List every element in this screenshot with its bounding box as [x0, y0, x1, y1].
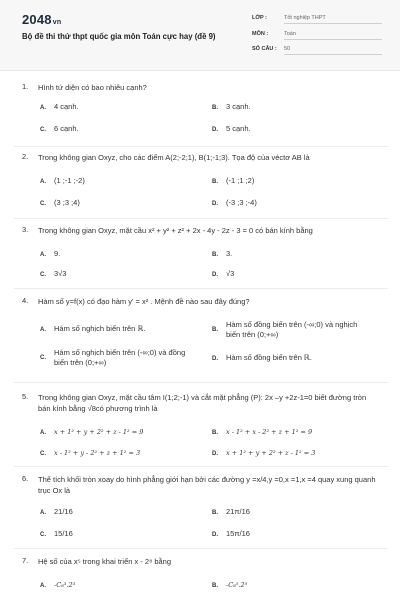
- meta-count-value: 50: [284, 46, 291, 52]
- question-text: Thể tích khối tròn xoay do hình phẳng giới hạn bởi các đường y =x/4,y =0,x =1,x =4 quay xung quanh trục Ox là: [38, 475, 376, 495]
- meta-class-value: Tốt nghiệp THPT: [284, 15, 326, 21]
- option-text: 21π/16: [226, 507, 250, 516]
- question-text: Hình tứ diện có bao nhiêu cạnh?: [38, 83, 147, 92]
- brand-name: 2048: [22, 12, 52, 27]
- option-text: -C₈³.2³: [54, 581, 76, 589]
- option-label: A.: [40, 252, 46, 258]
- question-number: 7.: [22, 556, 29, 565]
- option-label: C.: [40, 201, 46, 207]
- option-text: Hàm số đồng biến trên (-∞;0) và nghịch biến trên (0;+∞): [226, 320, 358, 339]
- question-divider: [14, 382, 388, 383]
- meta-count-key: SỐ CÂU :: [252, 46, 277, 52]
- question-divider: [14, 548, 388, 549]
- option-label: B.: [212, 252, 218, 258]
- option-text: 3.: [226, 249, 233, 258]
- option-label: B.: [212, 105, 218, 111]
- question-number: 2.: [22, 152, 29, 161]
- option-text: 21/16: [54, 507, 73, 516]
- question-number: 1.: [22, 82, 29, 91]
- question-divider: [14, 146, 388, 147]
- option-text: √3: [226, 269, 235, 278]
- meta-subject-value: Toán: [284, 31, 296, 37]
- option-text: 15/16: [54, 529, 73, 538]
- question-number: 6.: [22, 474, 29, 483]
- question-text: Trong không gian Oxyz, cho các điểm A(2;-2;1), B(1;-1;3). Tọa độ của véctơ AB là: [38, 153, 310, 162]
- option-label: D.: [212, 356, 218, 362]
- meta-line: [284, 39, 382, 40]
- option-label: C.: [40, 532, 46, 538]
- option-text: 5 cạnh.: [226, 124, 251, 133]
- option-label: B.: [212, 327, 218, 333]
- option-text: Hàm số nghịch biến trên ℝ.: [54, 324, 146, 333]
- header-divider: [0, 70, 400, 71]
- option-text: 4 cạnh.: [54, 102, 79, 111]
- option-label: B.: [212, 510, 218, 516]
- option-label: A.: [40, 430, 46, 436]
- option-text: (-3 ;3 ;-4): [226, 198, 257, 207]
- option-label: A.: [40, 583, 46, 589]
- question-text: Trong không gian Oxyz, mặt cầu x² + y² + z² + 2x - 4y - 2z - 3 = 0 có bán kính bằng: [38, 226, 313, 235]
- question-divider: [14, 466, 388, 467]
- meta-line: [284, 23, 382, 24]
- question-number: 5.: [22, 392, 29, 401]
- option-text: -C₈⁵.2⁵: [226, 581, 248, 589]
- option-label: D.: [212, 127, 218, 133]
- option-text: Hàm số nghịch biến trên (-∞;0) và đồng biến trên (0;+∞): [54, 348, 186, 367]
- option-text: (-1 ;1 ;2): [226, 176, 255, 185]
- option-text: 3 cạnh.: [226, 102, 251, 111]
- option-text: 9.: [54, 249, 61, 258]
- option-text: 3√3: [54, 269, 67, 278]
- option-label: C.: [40, 451, 46, 457]
- option-label: C.: [40, 272, 46, 278]
- option-label: D.: [212, 201, 218, 207]
- brand-logo[interactable]: [22, 12, 61, 27]
- option-label: C.: [40, 127, 46, 133]
- meta-line: [284, 54, 382, 55]
- brand-suffix: vn: [52, 19, 62, 26]
- question-divider: [14, 218, 388, 219]
- option-label: C.: [40, 355, 46, 361]
- option-text: (3 ;3 ;4): [54, 198, 80, 207]
- question-number: 4.: [22, 296, 29, 305]
- question-number: 3.: [22, 225, 29, 234]
- option-label: A.: [40, 510, 46, 516]
- question-text: Trong không gian Oxyz, mặt cầu tâm I(1;2;-1) và cắt mặt phẳng (P): 2x –y +2z-1=0 biết đường tròn bán kính bằng √8có phương trình là: [38, 393, 367, 413]
- question-divider: [14, 288, 388, 289]
- question-text: Hàm số y=f(x) có đạo hàm y' = x² . Mệnh đề nào sau đây đúng?: [38, 297, 250, 306]
- option-label: D.: [212, 272, 218, 278]
- option-text: 15π/16: [226, 529, 250, 538]
- question-text: Hệ số của x⁵ trong khai triển x - 2⁸ bằng: [38, 557, 172, 566]
- meta-class-key: LỚP :: [252, 15, 267, 21]
- option-label: B.: [212, 583, 218, 589]
- option-text: x + 1² + y + 2² + z - 1² = 3: [226, 449, 316, 457]
- meta-subject-key: MÔN :: [252, 31, 269, 37]
- option-label: B.: [212, 179, 218, 185]
- option-label: A.: [40, 327, 46, 333]
- option-label: B.: [212, 430, 218, 436]
- option-text: Hàm số đồng biến trên ℝ.: [226, 353, 312, 362]
- option-text: x - 1² + y - 2² + z + 1² = 3: [54, 449, 141, 457]
- option-label: D.: [212, 451, 218, 457]
- option-label: D.: [212, 532, 218, 538]
- option-text: 6 cạnh.: [54, 124, 79, 133]
- option-text: (1 ;-1 ;-2): [54, 176, 85, 185]
- option-label: A.: [40, 179, 46, 185]
- exam-title: Bộ đề thi thử thpt quốc gia môn Toán cực hay (đề 9): [22, 32, 216, 41]
- option-label: A.: [40, 105, 46, 111]
- option-text: x + 1² + y + 2² + z - 1² = 9: [54, 428, 144, 436]
- exam-header: [0, 0, 400, 70]
- option-text: x - 1² + x - 2² + z + 1² = 9: [226, 428, 313, 436]
